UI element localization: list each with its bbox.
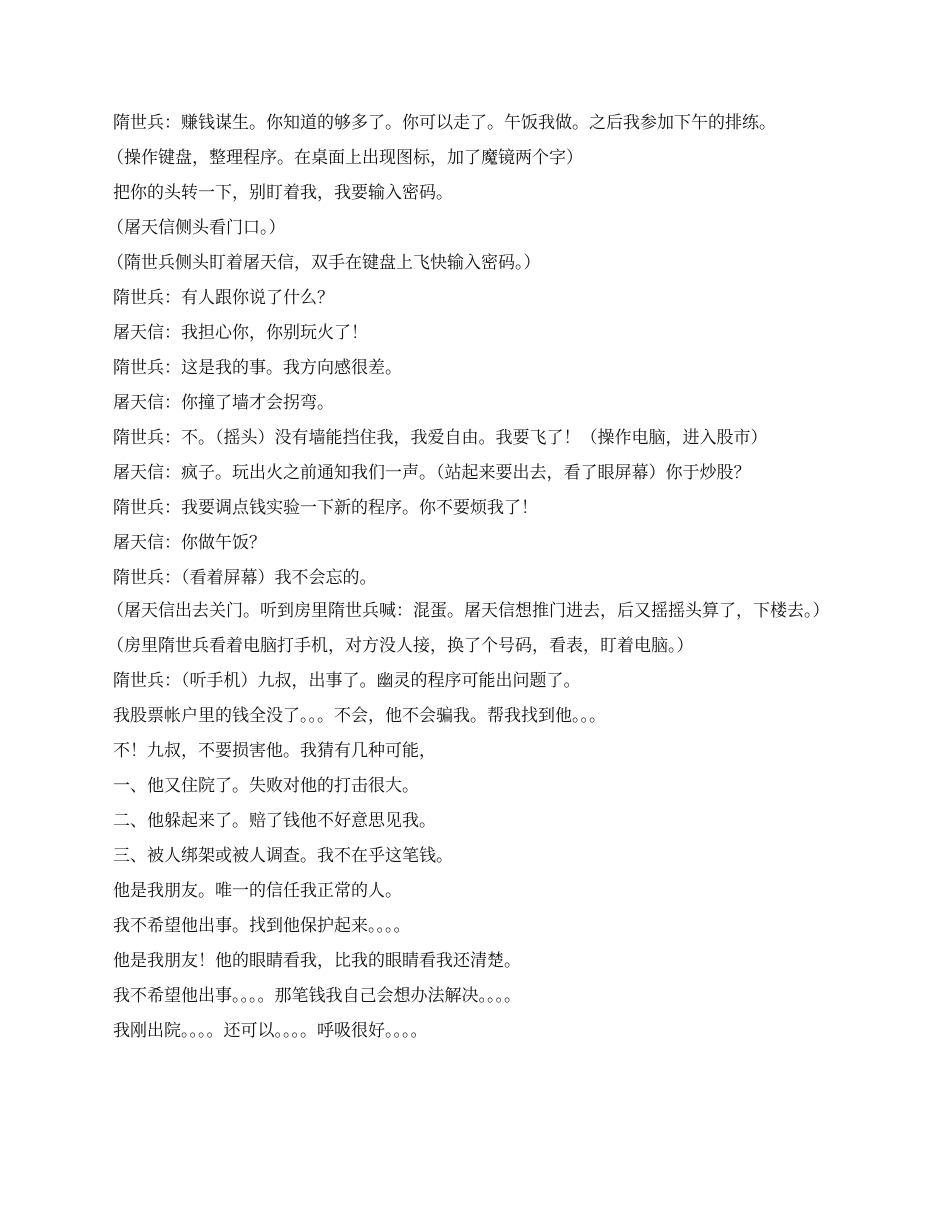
dialogue-line: 屠天信：你撞了墙才会拐弯。 bbox=[113, 393, 334, 413]
dialogue-line: 隋世兵：（看着屏幕）我不会忘的。 bbox=[113, 568, 377, 588]
dialogue-line: 隋世兵：不。（摇头）没有墙能挡住我，我爱自由。我要飞了！（操作电脑，进入股市） bbox=[113, 428, 768, 448]
dialogue-line: 三、被人绑架或被人调查。我不在乎这笔钱。 bbox=[113, 846, 453, 866]
dialogue-line: 一、他又住院了。失败对他的打击很大。 bbox=[113, 776, 419, 796]
dialogue-line: 他是我朋友！他的眼睛看我，比我的眼睛看我还清楚。 bbox=[113, 951, 521, 971]
dialogue-line: 屠天信：我担心你，你别玩火了！ bbox=[113, 323, 368, 343]
dialogue-line: 隋世兵：（听手机）九叔，出事了。幽灵的程序可能出问题了。 bbox=[113, 671, 581, 691]
dialogue-line: 隋世兵：这是我的事。我方向感很差。 bbox=[113, 358, 402, 378]
dialogue-line: 隋世兵：我要调点钱实验一下新的程序。你不要烦我了！ bbox=[113, 498, 538, 518]
stage-direction: （屠天信出去关门。听到房里隋世兵喊：混蛋。屠天信想推门进去，后又摇摇头算了，下楼去。） bbox=[107, 601, 830, 621]
stage-direction: （隋世兵侧头盯着屠天信，双手在键盘上飞快输入密码。） bbox=[107, 253, 541, 273]
dialogue-line: 屠天信：疯子。玩出火之前通知我们一声。（站起来要出去，看了眼屏幕）你于炒股？ bbox=[113, 463, 751, 483]
script-text bbox=[107, 111, 838, 1054]
dialogue-line: 我刚出院。。。。还可以。。。。呼吸很好。。。。 bbox=[113, 1021, 428, 1041]
stage-direction: （操作键盘，整理程序。在桌面上出现图标，加了魔镜两个字） bbox=[107, 148, 583, 168]
dialogue-line: 他是我朋友。唯一的信任我正常的人。 bbox=[113, 881, 402, 901]
dialogue-line: 我不希望他出事。。。。那笔钱我自己会想办法解决。。。。 bbox=[113, 986, 521, 1006]
dialogue-line: 不！九叔，不要损害他。我猜有几种可能， bbox=[113, 741, 436, 761]
dialogue-line: 我股票帐户里的钱全没了。。。不会，他不会骗我。帮我找到他。。。 bbox=[113, 706, 606, 726]
stage-direction: （房里隋世兵看着电脑打手机，对方没人接，换了个号码，看表，盯着电脑。） bbox=[107, 636, 694, 656]
dialogue-line: 隋世兵：赚钱谋生。你知道的够多了。你可以走了。午饭我做。之后我参加下午的排练。 bbox=[113, 113, 776, 133]
stage-direction: （屠天信侧头看门口。） bbox=[107, 218, 286, 238]
dialogue-line: 二、他躲起来了。赔了钱他不好意思见我。 bbox=[113, 811, 436, 831]
dialogue-line: 把你的头转一下，别盯着我，我要输入密码。 bbox=[113, 183, 453, 203]
dialogue-line: 我不希望他出事。找到他保护起来。。。。 bbox=[113, 916, 411, 936]
dialogue-line: 隋世兵：有人跟你说了什么？ bbox=[113, 288, 334, 308]
dialogue-line: 屠天信：你做午饭？ bbox=[113, 533, 266, 553]
